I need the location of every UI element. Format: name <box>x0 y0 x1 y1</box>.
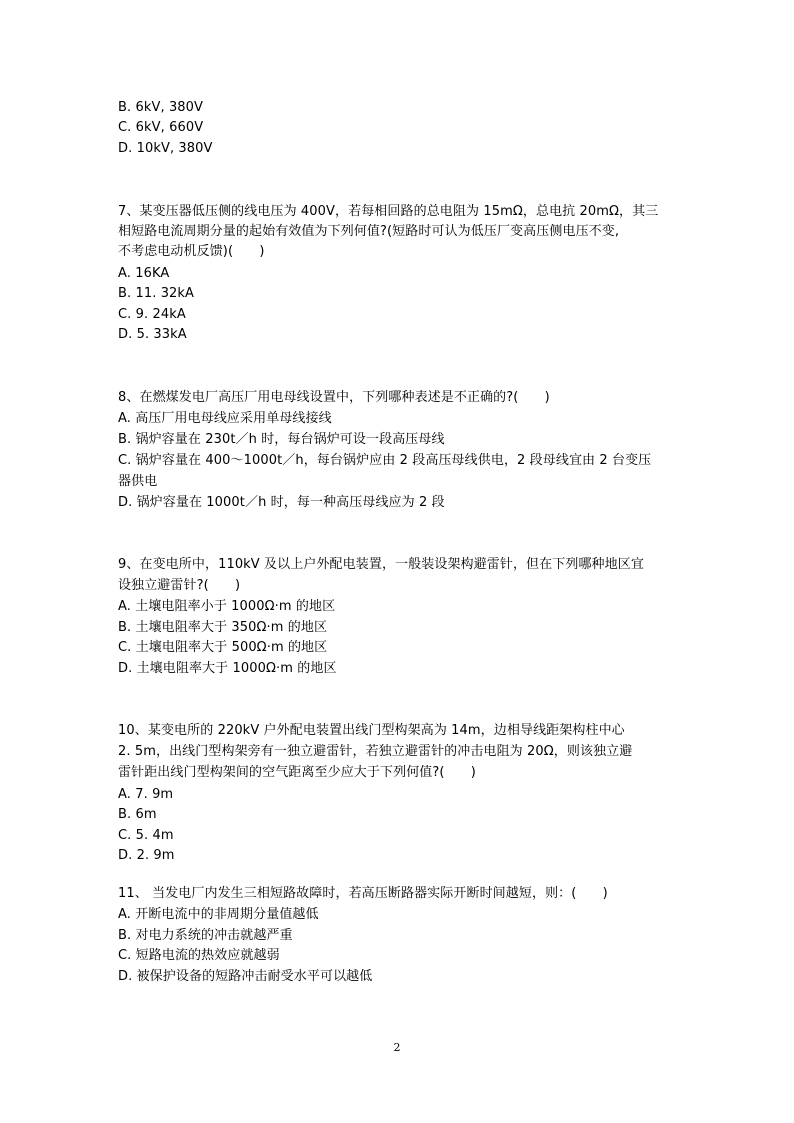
question-10-option-a: A. 7. 9m <box>118 787 174 802</box>
question-11-option-a: A. 开断电流中的非周期分量值越低 <box>118 907 319 922</box>
option-c: C. 6kV, 660V <box>118 120 204 135</box>
question-7-text: 相短路电流周期分量的起始有效值为下列何值?(短路时可认为低压厂变高压侧电压不变, <box>118 224 620 239</box>
question-8-option-d: D. 锅炉容量在 1000t／h 时，每一种高压母线应为 2 段 <box>118 495 445 510</box>
question-7-option-a: A. 16KA <box>118 266 170 281</box>
question-9-text: 9、在变电所中，110kV 及以上户外配电装置，一般装设架构避雷针，但在下列哪种地区宜 <box>118 557 644 572</box>
question-8-option-a: A. 高压厂用电母线应采用单母线接线 <box>118 411 332 426</box>
question-7-option-c: C. 9. 24kA <box>118 307 186 322</box>
question-8-option-c: C. 锅炉容量在 400～1000t／h，每台锅炉应由 2 段高压母线供电，2 段母线宜由 2 台变压 <box>118 453 652 468</box>
question-9-text: 设独立避雷针?( ) <box>118 578 241 593</box>
option-b: B. 6kV, 380V <box>118 100 204 115</box>
question-7-text: 7、某变压器低压侧的线电压为 400V，若每相回路的总电阻为 15mΩ，总电抗 20mΩ，其三 <box>118 204 659 219</box>
question-11-option-c: C. 短路电流的热效应就越弱 <box>118 948 280 963</box>
question-8-text: 8、在燃煤发电厂高压厂用电母线设置中，下列哪种表述是不正确的?( ) <box>118 390 550 405</box>
page-number: 2 <box>393 1041 401 1054</box>
question-8-option-b: B. 锅炉容量在 230t／h 时，每台锅炉可设一段高压母线 <box>118 432 445 447</box>
question-10-text: 10、某变电所的 220kV 户外配电装置出线门型构架高为 14m，边相导线距架构柱中心 <box>118 723 625 738</box>
question-9-option-d: D. 土壤电阻率大于 1000Ω·m 的地区 <box>118 661 337 676</box>
question-7-text: 不考虑电动机反馈)( ) <box>118 244 265 259</box>
option-d: D. 10kV, 380V <box>118 141 213 156</box>
question-7-option-b: B. 11. 32kA <box>118 286 195 301</box>
question-11-text: 11、 当发电厂内发生三相短路故障时，若高压断路器实际开断时间越短，则：( ) <box>118 886 608 901</box>
question-10-option-c: C. 5. 4m <box>118 828 174 843</box>
question-10-option-d: D. 2. 9m <box>118 848 175 863</box>
question-11-option-b: B. 对电力系统的冲击就越严重 <box>118 928 293 943</box>
question-10-option-b: B. 6m <box>118 807 157 822</box>
question-8-option-c-cont: 器供电 <box>118 474 158 489</box>
question-9-option-b: B. 土壤电阻率大于 350Ω·m 的地区 <box>118 620 328 635</box>
question-10-text: 雷针距出线门型构架间的空气距离至少应大于下列何值?( ) <box>118 765 476 780</box>
question-10-text: 2. 5m，出线门型构架旁有一独立避雷针，若独立避雷针的冲击电阻为 20Ω，则该独立避 <box>118 744 633 759</box>
question-9-option-c: C. 土壤电阻率大于 500Ω·m 的地区 <box>118 640 328 655</box>
question-7-option-d: D. 5. 33kA <box>118 327 187 342</box>
question-11-option-d: D. 被保护设备的短路冲击耐受水平可以越低 <box>118 969 373 984</box>
question-9-option-a: A. 土壤电阻率小于 1000Ω·m 的地区 <box>118 599 336 614</box>
